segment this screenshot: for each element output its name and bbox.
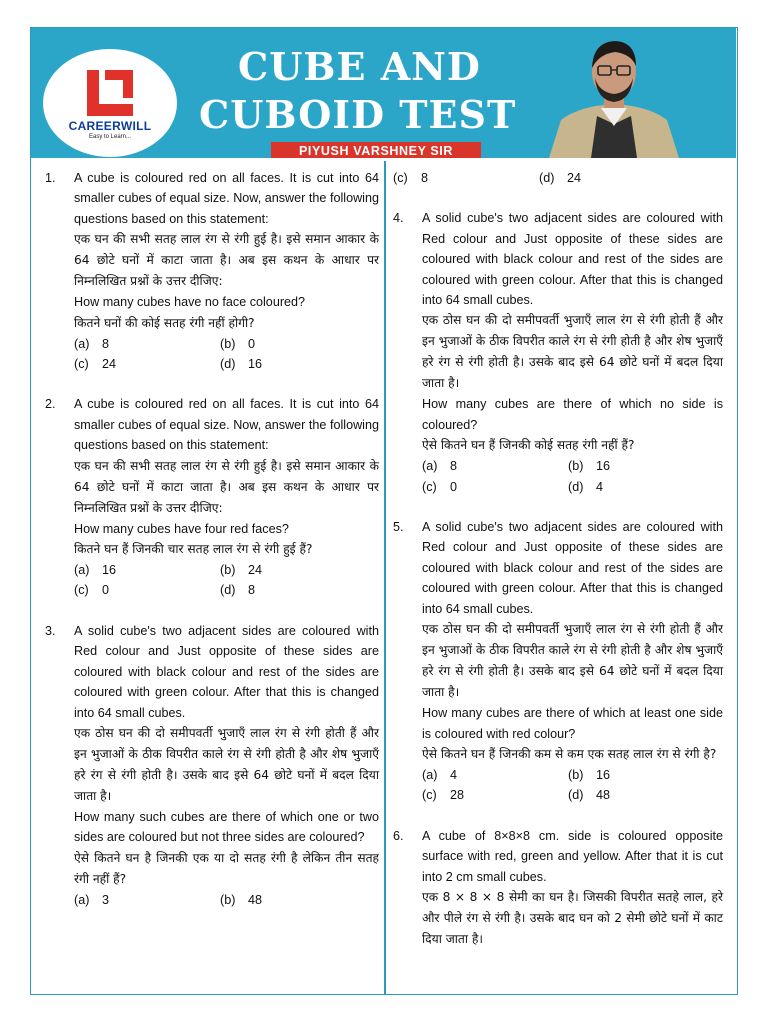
header-banner — [31, 28, 736, 158]
options-row — [422, 477, 723, 497]
question-number: 2. — [45, 397, 56, 412]
title-line-2: CUBOID TEST — [199, 92, 517, 137]
option-c: (c) 0 — [422, 479, 458, 494]
author-banner: PIYUSH VARSHNEY SIR — [271, 142, 481, 158]
options-row — [74, 334, 379, 354]
question-text-hindi: एक घन की सभी सतह लाल रंग से रंगी हुई है। इसे समान आकार के 64 छोटे घनों में काटा जाता है। अब इस कथन के आधार पर निम्नलिखित प्रश्नों के उत्तर दीजिए: — [74, 458, 379, 515]
option-a: (a) 8 — [422, 459, 458, 474]
question-prompt-hindi: कितने घनों की कोई सतह रंगी नहीं होगी? — [74, 315, 255, 330]
options-row — [422, 765, 723, 785]
brand-tagline: Easy to Learn... — [88, 134, 132, 140]
brand-name: CAREERWILL — [68, 119, 152, 133]
question-number: 1. — [45, 171, 56, 185]
question-text-hindi: एक ठोस घन की दो समीपवर्ती भुजाएँ लाल रंग से रंगी होती हैं और इन भुजाओं के ठीक विपरीत काले रंग से रंगी होती है और शेष भुजाएँ हरे रंग से रंगी होती है। उसके बाद इसे 64 छोटे घनों में बदल दिया जाता है। — [74, 725, 379, 803]
options-row — [422, 785, 723, 805]
question-prompt-hindi: ऐसे कितने घन हैं जिनकी कोई सतह रंगी नहीं हैं? — [422, 438, 635, 453]
question-3-continued-options — [393, 168, 723, 188]
option-b: (b) 48 — [220, 892, 263, 907]
question-2 — [45, 394, 379, 600]
question-text-hindi: एक ठोस घन की दो समीपवर्ती भुजाएँ लाल रंग से रंगी होती हैं और इन भुजाओं के ठीक विपरीत काले रंग से रंगी होती है और शेष भुजाएँ हरे रंग से रंगी होती है। उसके बाद इसे 64 छोटे घनों में बदल दिया जाता है। — [422, 313, 723, 391]
presenter-photo — [539, 28, 689, 158]
option-a: (a) 8 — [74, 336, 110, 351]
question-prompt-english: How many cubes have four red faces? — [74, 521, 289, 536]
option-a: (a) 16 — [74, 563, 117, 578]
right-column — [393, 168, 723, 970]
title-line-1: CUBE AND — [238, 44, 481, 89]
option-c: (c) 28 — [422, 788, 465, 803]
options-row — [393, 168, 723, 188]
question-prompt-english: How many cubes are there of which no side is coloured? — [422, 397, 723, 432]
option-c: (c) 24 — [74, 357, 117, 372]
option-d: (d) 48 — [568, 788, 611, 803]
question-text-english: A cube is coloured red on all faces. It is cut into 64 smaller cubes of equal size. Now, answer the following questions based on this statement: — [74, 397, 379, 453]
option-b: (b) 16 — [568, 767, 611, 782]
column-divider — [384, 161, 386, 995]
options-row — [74, 890, 379, 910]
question-text-hindi: एक 8 × 8 × 8 सेमी का घन है। जिसकी विपरीत सतहे लाल, हरे और पीले रंग से रंगी है। उसके बाद घन को 2 सेमी छोटे घनों में काट दिया जाता है। — [422, 889, 723, 946]
option-a: (a) 3 — [74, 892, 110, 907]
question-5 — [393, 517, 723, 806]
question-prompt-english: How many cubes have no face coloured? — [74, 295, 306, 310]
logo-mark-icon — [83, 68, 137, 118]
question-1 — [45, 168, 379, 374]
question-text-english: A cube is coloured red on all faces. It is cut into 64 smaller cubes of equal size. Now, answer the following questions based on this statement: — [74, 171, 379, 226]
options-row — [74, 354, 379, 374]
question-prompt-hindi: ऐसे कितने घन है जिनकी एक या दो सतह रंगी है लेकिन तीन सतह रंगी नहीं हैं? — [74, 850, 379, 886]
question-number: 3. — [45, 623, 56, 638]
option-d: (d) 8 — [220, 583, 256, 598]
question-3 — [45, 621, 379, 910]
question-6 — [393, 826, 723, 950]
question-text-hindi: एक घन की सभी सतह लाल रंग से रंगी हुई है। इसे समान आकार के 64 छोटे घनों में काटा जाता है। अब इस कथन के आधार पर निम्नलिखित प्रश्नों के उत्तर दीजिए: — [74, 232, 379, 289]
question-prompt-english: How many such cubes are there of which one or two sides are coloured but not three sides are coloured? — [74, 809, 379, 845]
option-d: (d) 24 — [539, 171, 582, 185]
option-d: (d) 4 — [568, 479, 604, 494]
question-text-english: A cube of 8×8×8 cm. side is coloured opposite surface with red, green and yellow. After that it is cut into 2 cm small cubes. — [422, 828, 723, 884]
options-row — [74, 580, 379, 600]
question-text-hindi: एक ठोस घन की दो समीपवर्ती भुजाएँ लाल रंग से रंगी होती हैं और इन भुजाओं के ठीक विपरीत काले रंग से रंगी होती है और शेष भुजाएँ हरे रंग से रंगी होती है। उसके बाद इसे 64 छोटे घनों में बदल दिया जाता है। — [422, 622, 723, 700]
option-b: (b) 16 — [568, 459, 611, 474]
question-text-english: A solid cube's two adjacent sides are coloured with Red colour and Just opposite of these sides are coloured with black colour and rest of the sides are coloured with green colour. After that this is changed into 64 small cubes. — [74, 623, 379, 720]
question-number: 5. — [393, 520, 404, 535]
option-a: (a) 4 — [422, 767, 458, 782]
options-row — [422, 456, 723, 476]
question-text-english: A solid cube's two adjacent sides are coloured with Red colour and Just opposite of these sides are coloured with black colour and rest of the sides are coloured with green colour. After that this is changed into 64 small cubes. — [422, 520, 723, 616]
question-number: 6. — [393, 828, 404, 843]
option-c: (c) 8 — [393, 171, 429, 185]
options-row — [74, 560, 379, 580]
question-paper — [30, 27, 738, 995]
careerwill-logo — [43, 49, 177, 157]
left-column — [45, 168, 379, 930]
question-prompt-english: How many cubes are there of which at least one side is coloured with red colour? — [422, 706, 723, 741]
question-4 — [393, 208, 723, 497]
question-prompt-hindi: ऐसे कितने घन हैं जिनकी कम से कम एक सतह लाल रंग से रंगी है? — [422, 746, 717, 761]
question-number: 4. — [393, 211, 404, 226]
question-text-english: A solid cube's two adjacent sides are coloured with Red colour and Just opposite of these sides are coloured with black colour and rest of the sides are coloured with green colour. After that this is changed into 64 small cubes. — [422, 211, 723, 308]
option-c: (c) 0 — [74, 583, 110, 598]
question-prompt-hindi: कितने घन हैं जिनकी चार सतह लाल रंग से रंगी हुई हैं? — [74, 542, 313, 557]
option-b: (b) 24 — [220, 563, 263, 578]
option-d: (d) 16 — [220, 357, 263, 372]
option-b: (b) 0 — [220, 336, 256, 351]
